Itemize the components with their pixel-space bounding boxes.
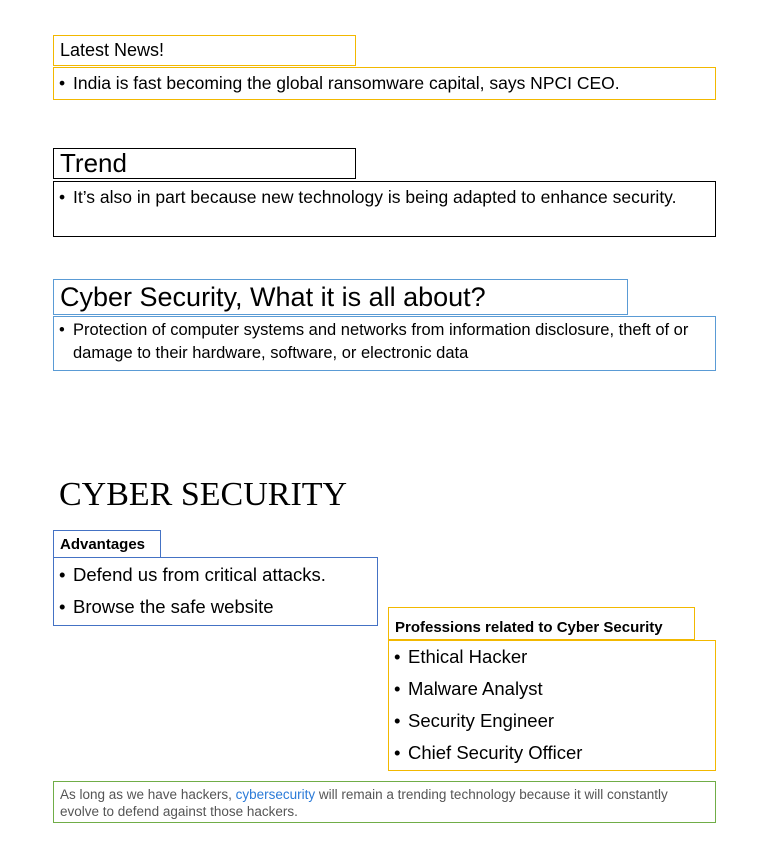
profession-item: • Malware Analyst	[389, 673, 715, 705]
professions-body	[388, 640, 716, 771]
professions-title: Professions related to Cyber Security	[388, 607, 695, 640]
latest-news-title: Latest News!	[53, 35, 356, 66]
cybersecurity-link[interactable]: cybersecurity	[235, 787, 316, 802]
what-it-is-body	[53, 316, 716, 371]
quote-text-before: As long as we have hackers,	[60, 787, 236, 802]
trend-body	[53, 181, 716, 237]
latest-news-body	[53, 67, 716, 100]
what-it-is-title: Cyber Security, What it is all about?	[53, 279, 628, 315]
profession-item: • Chief Security Officer	[389, 737, 715, 769]
quote-text-after: will remain a trending technology because it will constantly evolve to defend against those hackers.	[60, 787, 668, 819]
advantage-item: • Defend us from critical attacks.	[54, 559, 377, 591]
trend-title: Trend	[53, 148, 356, 179]
profession-item: • Security Engineer	[389, 705, 715, 737]
advantage-item: • Browse the safe website	[54, 591, 377, 623]
profession-item: • Ethical Hacker	[389, 641, 715, 673]
latest-news-item: • India is fast becoming the global ransomware capital, says NPCI CEO.	[54, 68, 715, 99]
advantages-body	[53, 557, 378, 626]
what-it-is-item: • Protection of computer systems and networks from information disclosure, theft of or damage to their hardware, software, or electronic data	[54, 319, 715, 365]
main-heading: CYBER SECURITY	[59, 476, 348, 513]
trend-item: • It’s also in part because new technology is being adapted to enhance security.	[54, 185, 715, 209]
advantages-title: Advantages	[53, 530, 161, 558]
footer-quote	[53, 781, 716, 823]
